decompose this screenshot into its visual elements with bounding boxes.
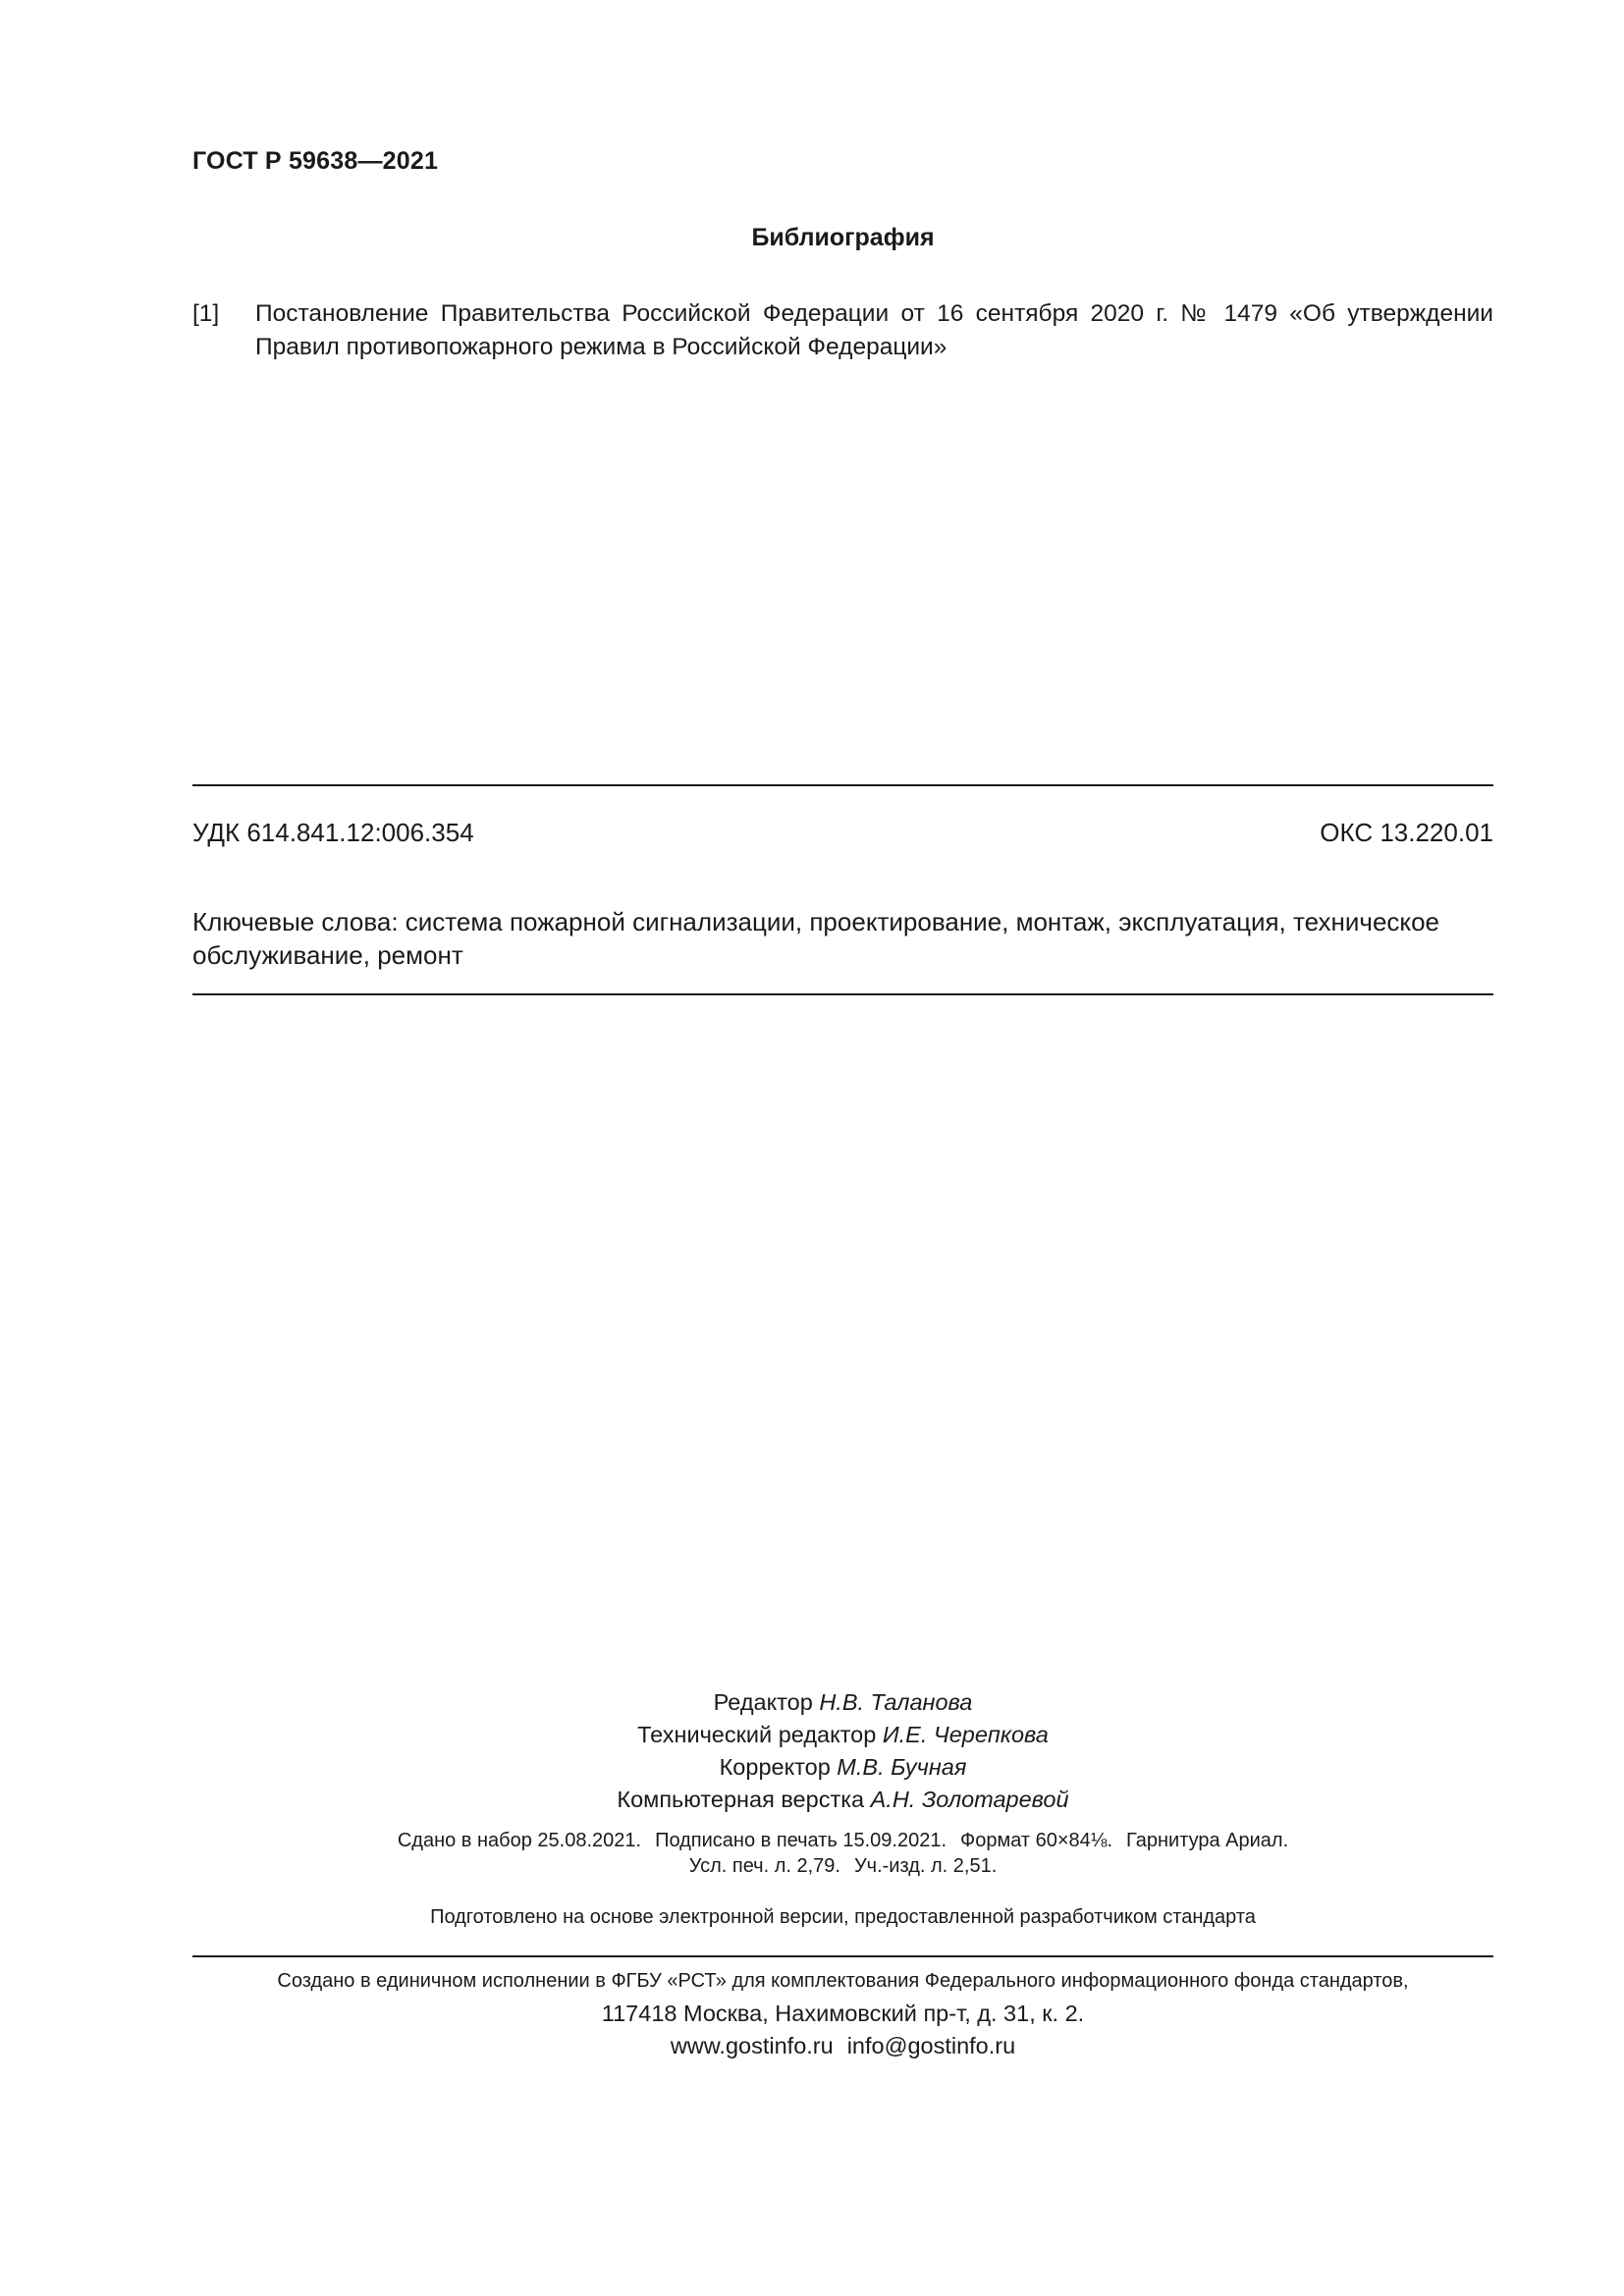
credits-block (192, 1686, 1493, 1816)
imprint-line-1 (192, 1828, 1493, 1853)
bibliography-title: Библиография (751, 224, 935, 251)
imprint-format: Формат 60×84⅛. (960, 1830, 1113, 1851)
classification-row (192, 818, 1493, 848)
credit-layout: Компьютерная верстка А.Н. Золотаревой (617, 1787, 1069, 1812)
imprint-typeface: Гарнитура Ариал. (1126, 1830, 1289, 1851)
imprint-print-sheets: Усл. печ. л. 2,79. (688, 1855, 840, 1877)
imprint-signed: Подписано в печать 15.09.2021. (655, 1830, 947, 1851)
divider-middle (192, 993, 1493, 995)
udk-code: УДК 614.841.12:006.354 (192, 818, 474, 847)
publisher-contacts (192, 2030, 1493, 2062)
keywords: Ключевые слова: система пожарной сигнализации, проектирование, монтаж, эксплуатация, техническое обслуживание, ремонт (192, 907, 1439, 970)
bibliography-entry (192, 297, 1493, 364)
imprint-typeset: Сдано в набор 25.08.2021. (397, 1830, 642, 1851)
document-code: ГОСТ Р 59638—2021 (192, 147, 439, 175)
credit-tech-editor: Технический редактор И.Е. Черепкова (637, 1722, 1049, 1747)
divider-top (192, 784, 1493, 786)
publisher-address: 117418 Москва, Нахимовский пр-т, д. 31, к. 2. (601, 2001, 1085, 2026)
imprint-line-2 (192, 1853, 1493, 1879)
imprint-block (192, 1828, 1493, 1879)
publisher-email-link[interactable]: info@gostinfo.ru (846, 2033, 1016, 2058)
credit-corrector: Корректор М.В. Бучная (719, 1754, 967, 1780)
imprint-pub-sheets: Уч.-изд. л. 2,51. (853, 1855, 998, 1877)
prepared-note: Подготовлено на основе электронной версии, предоставленной разработчиком стандарта (430, 1906, 1256, 1928)
publisher-website-link[interactable]: www.gostinfo.ru (670, 2033, 834, 2058)
credit-editor: Редактор Н.В. Таланова (713, 1689, 973, 1715)
publisher-statement: Создано в единичном исполнении в ФГБУ «РСТ» для комплектования Федерального информационного фонда стандартов, (277, 1970, 1409, 1992)
oks-code: ОКС 13.220.01 (1320, 818, 1493, 847)
publisher-block (192, 1965, 1493, 2062)
bibliography-entry-number: [1] (192, 300, 220, 327)
bibliography-entry-text: Постановление Правительства Российской Федерации от 16 сентября 2020 г. № 1479 «Об утверждении Правил противопожарного режима в Российской Федерации» (255, 300, 1493, 360)
divider-bottom (192, 1955, 1493, 1957)
